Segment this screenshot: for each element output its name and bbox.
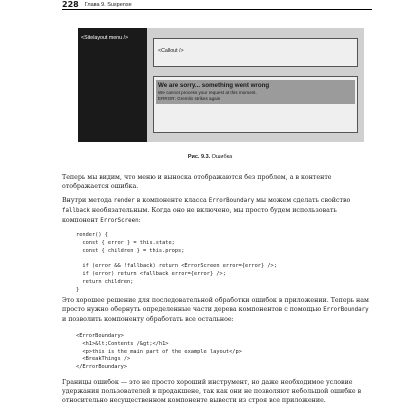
page-header (62, 0, 372, 10)
error-line-2: ERROR: Gremlin strikes again (158, 96, 221, 101)
p2-text: Внутри метода (62, 197, 114, 204)
caption-label: Рис. 9.3. (187, 154, 211, 160)
paragraph-2 (62, 196, 374, 227)
paragraph-1: Теперь мы видим, что меню и выноска отображаются без проблем, а в контенте отображается ошибка. (62, 174, 332, 191)
error-box (153, 76, 358, 133)
figure-caption (0, 154, 420, 160)
p3-code-errorboundary: ErrorBoundary (323, 307, 369, 314)
p3-text: Это хорошее решение для последовательной обработки ошибок в приложении. Теперь нам просто нужно обернуть определенные части дерева компонентов с помощью (62, 297, 369, 314)
paragraph-4: Границы ошибок — это не просто хороший инструмент, но даже необходимое условие удержания пользователей в продакшене, так как они не позволяют небольшой ошибке в относительно несущественном компоненте вывести из строя все приложение. (62, 379, 362, 405)
figure-screenshot (78, 28, 364, 142)
code-block-render: render() { const { error } = this.state; const { children } = this.props; if (error && !fallback) return <ErrorScreen error={error} />; if (error) return <fallback error={error} />; return children; } (76, 232, 277, 293)
p2-text: необязательным. Когда оно не включено, мы просто будем использовать компонент (62, 207, 337, 225)
error-title: We are sorry... something went wrong (158, 82, 270, 89)
caption-text: Ошибка (210, 154, 233, 160)
sidebar-label: <Sitelayout menu /> (81, 35, 129, 41)
error-message-panel (156, 80, 355, 104)
p2-text: в компоненте класса (134, 197, 209, 204)
chapter-title: Глава 9. Suspense (84, 2, 132, 8)
figure-sidebar (78, 28, 147, 142)
paragraph-3 (62, 296, 374, 325)
p3-text: и позволить компоненту обработать все остальное: (62, 316, 234, 324)
p2-text: мы можем сделать свойство (254, 197, 351, 204)
p2-code-render: render (113, 198, 135, 204)
error-line-1: We cannot process your request at this moment. (158, 90, 257, 95)
page-number: 228 (62, 0, 79, 9)
callout-box (153, 38, 358, 67)
p2-code-errorscreen: ErrorScreen (100, 218, 139, 225)
code-block-errorboundary: <ErrorBoundary> <h1>&lt;Contents /&gt;</h1> <p>this is the main part of the example layout</p> <BreakThings /> </ErrorBoundary> (76, 333, 242, 371)
callout-label: <Callout /> (158, 48, 184, 54)
p2-text: : (138, 217, 141, 225)
p2-code-fallback: fallback (62, 208, 90, 215)
p2-code-errorboundary: ErrorBoundary (208, 198, 255, 204)
